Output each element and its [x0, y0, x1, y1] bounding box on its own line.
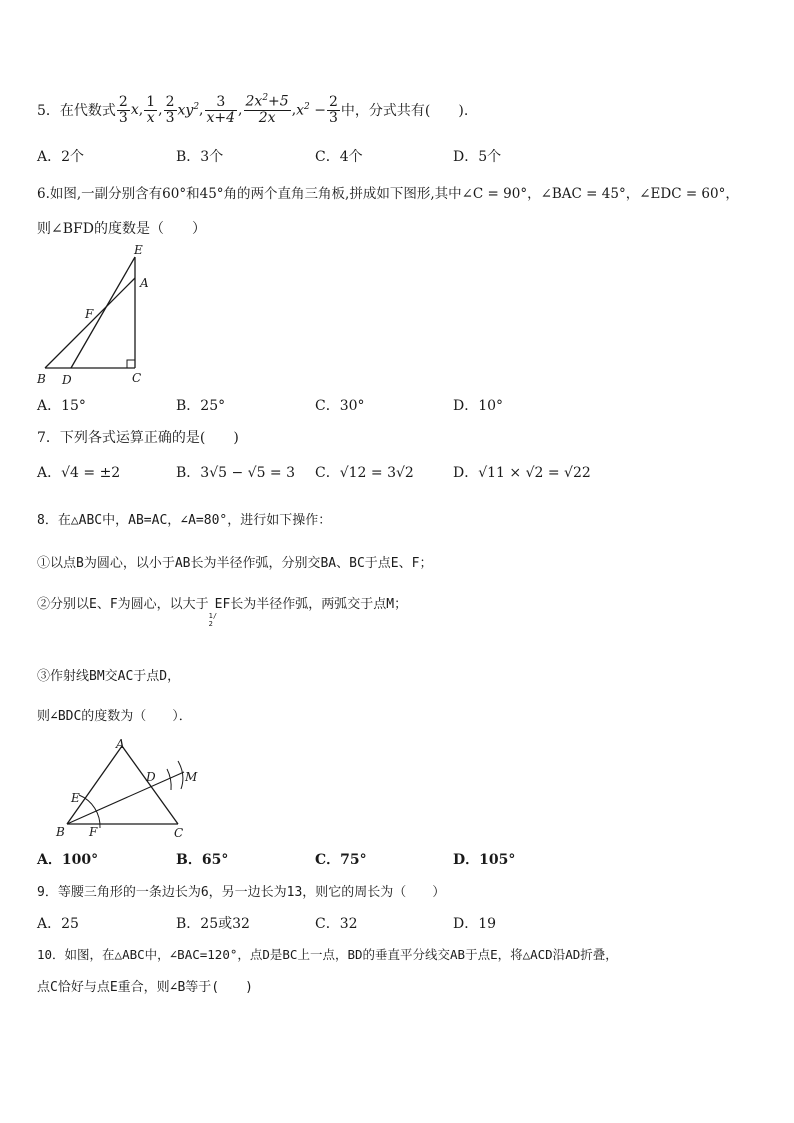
- q6-line-BA: [45, 278, 135, 368]
- q8-option-c[interactable]: C．75°: [315, 852, 367, 868]
- q9-option-b[interactable]: B．25或32: [176, 916, 250, 932]
- q8-label-F: F: [89, 825, 98, 839]
- q6-option-c[interactable]: C．30°: [315, 398, 365, 414]
- q6-label-A: A: [140, 276, 149, 290]
- q8-arc-EF: [79, 795, 100, 828]
- q8-label-D: D: [146, 770, 156, 784]
- question-10-line2: 点C恰好与点E重合，则∠B等于( ): [37, 980, 253, 995]
- q5-expr-4: $\frac{3}{x+4}$: [206, 93, 236, 126]
- q8-step-2: [37, 593, 407, 628]
- q8-step-2-b: EF长为半径作弧，两弧交于点M；: [214, 597, 408, 612]
- question-6-line2: 则∠BFD的度数是（ ）: [37, 221, 206, 237]
- question-5-stem: 5．在代数式 $\frac{2}{3}$ x , $\frac{1}{x}$ , $\frac{2}{3}$ $xy^2$ , $\frac{3}{x+4}$ , $\frac{2x^2+5}{2x}$ , $x^2$ − $\frac{2}{3}$ 中，分式共有( ).: [37, 93, 469, 126]
- q8-option-a[interactable]: A．100°: [37, 852, 99, 868]
- q7-option-c[interactable]: C．√12 = 3√2: [315, 465, 414, 481]
- q7-option-d[interactable]: D．√11 × √2 = √22: [453, 465, 591, 481]
- question-10-line1: 10．如图，在△ABC中，∠BAC=120°，点D是BC上一点，BD的垂直平分线交AB于点E，将△ACD沿AD折叠，: [37, 947, 618, 962]
- q8-figure: [50, 735, 220, 840]
- q8-label-M: M: [185, 770, 198, 784]
- q5-expr-6: $x^2$ −: [296, 101, 326, 119]
- q5-suffix: 中，分式共有( ).: [340, 103, 469, 119]
- q6-label-B: B: [37, 372, 46, 386]
- q8-label-E: E: [71, 791, 80, 805]
- q7-option-a[interactable]: A．√4 = ±2: [37, 465, 121, 481]
- q5-prefix: 5．在代数式: [37, 103, 116, 119]
- q5-option-a[interactable]: A．2个: [37, 149, 85, 165]
- q5-expr-3: $\frac{2}{3}$: [165, 93, 175, 126]
- q5-option-b[interactable]: B．3个: [176, 149, 224, 165]
- q5-option-c[interactable]: C．4个: [315, 149, 363, 165]
- question-9-stem: 9．等腰三角形的一条边长为6，另一边长为13，则它的周长为（ ）: [37, 885, 446, 900]
- q6-option-d[interactable]: D．10°: [453, 398, 504, 414]
- q6-label-C: C: [132, 371, 142, 385]
- q8-option-b[interactable]: B．65°: [176, 852, 229, 868]
- q8-option-d[interactable]: D．105°: [453, 852, 516, 868]
- q5-expr-5: $\frac{2x^2+5}{2x}$: [245, 93, 289, 126]
- q6-label-F: F: [85, 307, 94, 321]
- q8-label-A: A: [116, 737, 125, 751]
- q6-line-ED: [71, 257, 135, 368]
- q8-arc-M2: [178, 761, 183, 789]
- q8-ask: 则∠BDC的度数为（ ）．: [37, 709, 192, 724]
- q8-step-1: ①以点B为圆心，以小于AB长为半径作弧，分别交BA、BC于点E、F；: [37, 556, 433, 571]
- q8-step-2-frac: 1/2: [208, 612, 218, 628]
- q5-expr-1: $\frac{2}{3}$: [118, 93, 128, 126]
- q8-step-3: ③作射线BM交AC于点D，: [37, 669, 181, 684]
- q8-step-2-a: ②分别以E、F为圆心，以大于: [37, 597, 209, 612]
- q8-line-AC: [122, 746, 178, 824]
- q6-option-b[interactable]: B．25°: [176, 398, 226, 414]
- q7-option-b[interactable]: B．3√5 − √5 = 3: [176, 465, 296, 481]
- q8-label-C: C: [174, 826, 184, 840]
- q9-option-d[interactable]: D．19: [453, 916, 497, 932]
- q6-label-E: E: [134, 243, 143, 257]
- q6-figure: [34, 243, 164, 388]
- q8-label-B: B: [56, 825, 65, 839]
- q6-option-a[interactable]: A．15°: [37, 398, 86, 414]
- question-8-stem: 8．在△ABC中，AB=AC，∠A=80°，进行如下操作：: [37, 513, 332, 528]
- q5-expr-2: $\frac{1}{x}$: [146, 93, 156, 126]
- q6-label-D: D: [62, 373, 72, 387]
- q5-option-d[interactable]: D．5个: [453, 149, 502, 165]
- question-7-stem: 7．下列各式运算正确的是( ): [37, 430, 239, 446]
- question-6-line1: 6.如图,一副分别含有60°和45°角的两个直角三角板,拼成如下图形,其中∠C = 90°，∠BAC = 45°，∠EDC = 60°，: [37, 186, 739, 202]
- q9-option-c[interactable]: C．32: [315, 916, 358, 932]
- q6-right-angle: [127, 360, 135, 368]
- q9-option-a[interactable]: A．25: [37, 916, 79, 932]
